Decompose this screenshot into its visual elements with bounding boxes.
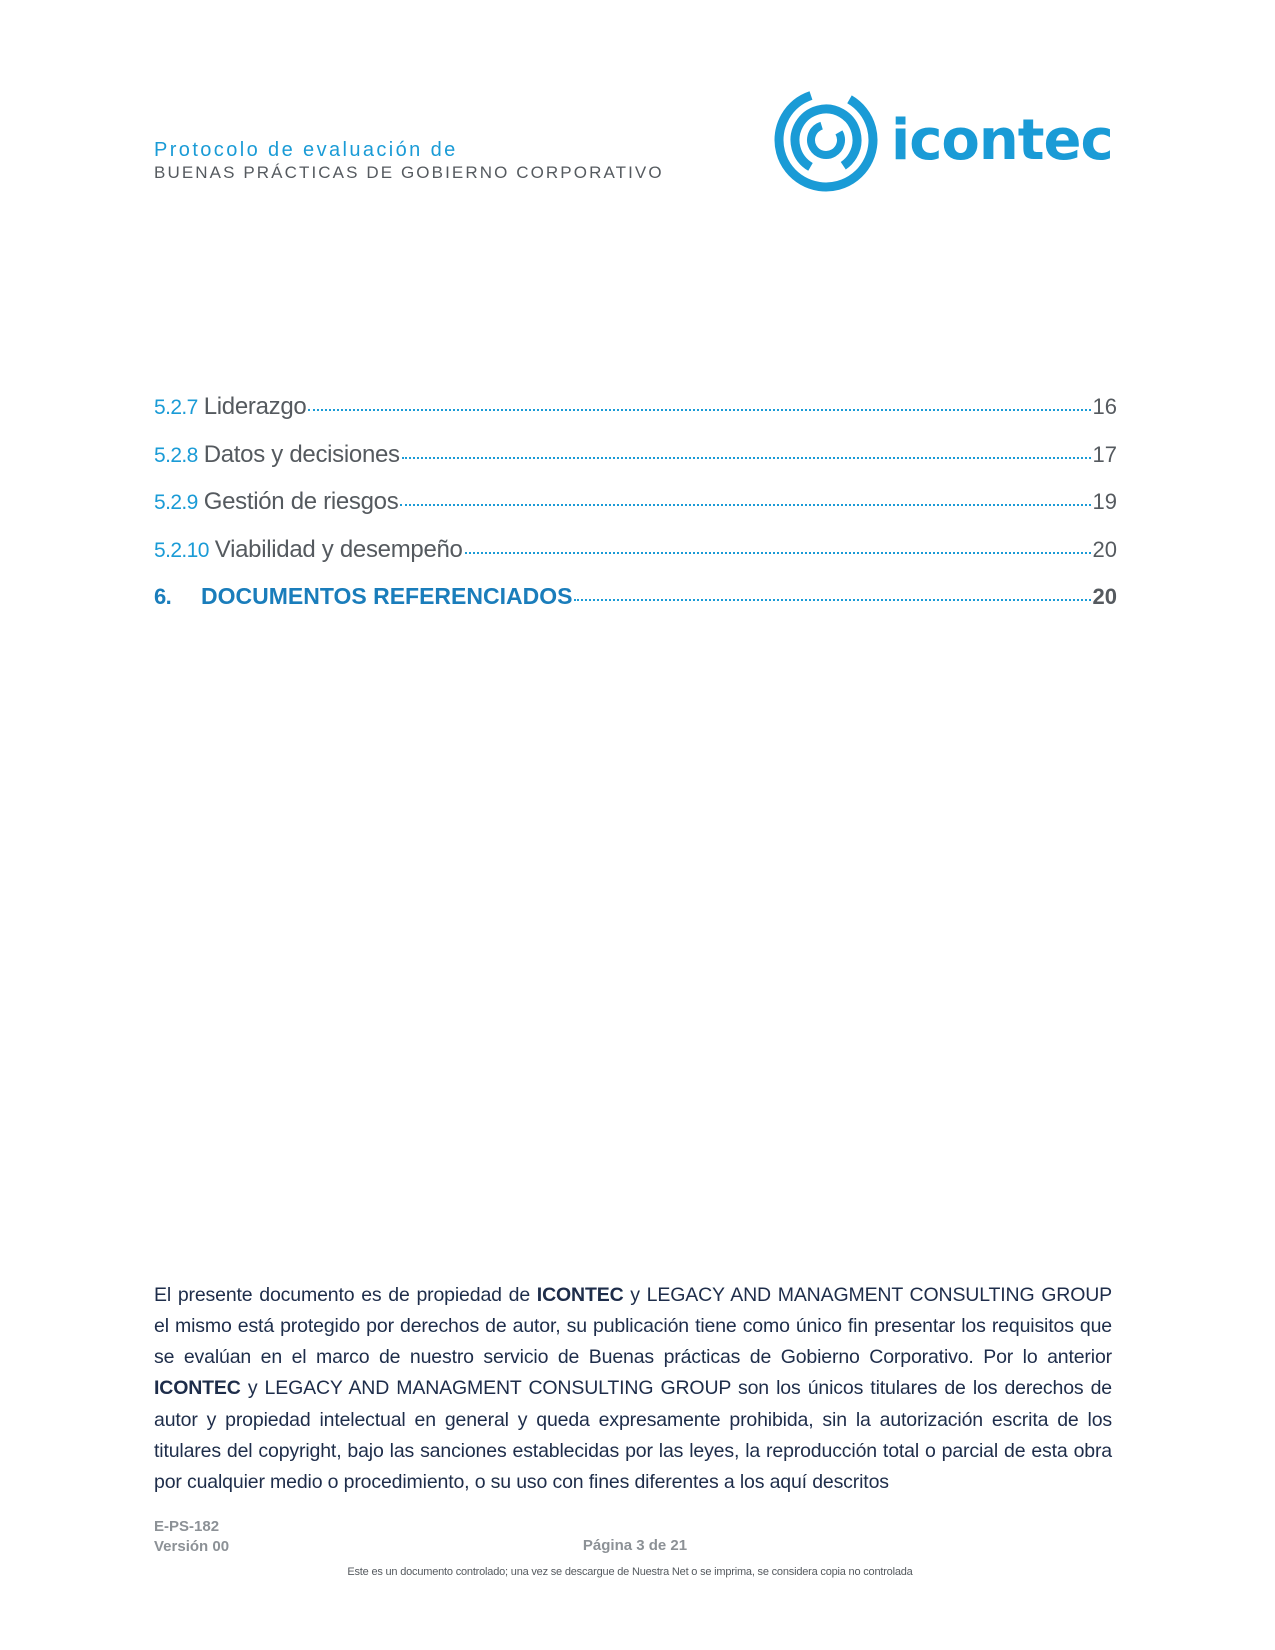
toc-leader (402, 457, 1091, 459)
logo-ring-outer (770, 86, 890, 198)
toc-entry-5-2-7[interactable] (154, 393, 1117, 441)
disclaimer-text: El presente documento es de propiedad de (154, 1283, 537, 1306)
document-code: E-PS-182 (154, 1518, 220, 1535)
document-code-block (154, 1517, 229, 1557)
toc-page: 16 (1092, 394, 1117, 419)
disclaimer-bold-org: ICONTEC (154, 1377, 241, 1400)
logo-ring-inner (806, 120, 847, 161)
document-version: Versión 00 (154, 1538, 230, 1555)
toc-number: 5.2.9 (154, 491, 198, 514)
controlled-copy-note: Este es un documento controlado; una vez se descargue de Nuestra Net o se imprima, se considera copia no controlada (347, 1566, 913, 1578)
toc-entry-5-2-10[interactable] (154, 536, 1117, 584)
toc-leader (400, 504, 1090, 506)
disclaimer-bold-org: ICONTEC (536, 1283, 624, 1306)
title-line-1: Protocolo de evaluación de (154, 139, 458, 161)
toc-entry-5-2-8[interactable] (154, 441, 1117, 489)
toc-leader (308, 409, 1090, 411)
toc-number: 6. (154, 584, 172, 609)
toc-entry-6[interactable] (154, 583, 1117, 631)
toc-leader (465, 552, 1091, 554)
toc-leader (574, 599, 1090, 601)
toc-entry-5-2-9[interactable] (154, 488, 1117, 536)
toc-number: 5.2.8 (154, 443, 198, 467)
toc-label: Liderazgo (203, 393, 307, 420)
icontec-logo (770, 86, 1130, 198)
title-line-2: BUENAS PRÁCTICAS DE GOBIERNO CORPORATIVO (154, 163, 664, 182)
disclaimer-text: y LEGACY AND MANAGMENT CONSULTING GROUP son los únicos titulares de los derechos de autor y propiedad intelectual en general y queda expresamente prohibida, sin la autorización escrita de los titulares del copyright, bajo las sanciones establecidas por las leyes, la reproducción total o parcial de esta obra por cualquier medio o procedimiento, o su uso con fines diferentes a los aquí descritos (154, 1377, 1112, 1494)
toc-number: 5.2.7 (154, 396, 198, 419)
logo-ring-middle (784, 98, 869, 183)
toc-label: Gestión de riesgos (203, 488, 399, 515)
toc-page: 17 (1092, 441, 1117, 467)
disclaimer-text: y LEGACY AND MANAGMENT CONSULTING GROUP el mismo está protegido por derechos de autor, su publicación tiene como único fin presentar los requisitos que se evalúan en el marco de nuestro servicio de Buenas prácticas de Gobierno Corporativo. Por lo anterior (154, 1283, 1112, 1369)
copyright-disclaimer (154, 1280, 1112, 1499)
toc-label: DOCUMENTOS REFERENCIADOS (201, 583, 573, 609)
toc-label: Datos y decisiones (203, 440, 400, 468)
page-number: Página 3 de 21 (582, 1537, 688, 1554)
toc-number: 5.2.10 (154, 538, 209, 562)
toc-page: 20 (1092, 536, 1117, 562)
toc-page: 20 (1092, 584, 1117, 609)
document-title (154, 138, 664, 184)
toc-page: 19 (1092, 489, 1117, 514)
logo-wordmark: icontec (891, 108, 1113, 173)
toc-label: Viabilidad y desempeño (214, 535, 463, 563)
table-of-contents (154, 393, 1117, 631)
